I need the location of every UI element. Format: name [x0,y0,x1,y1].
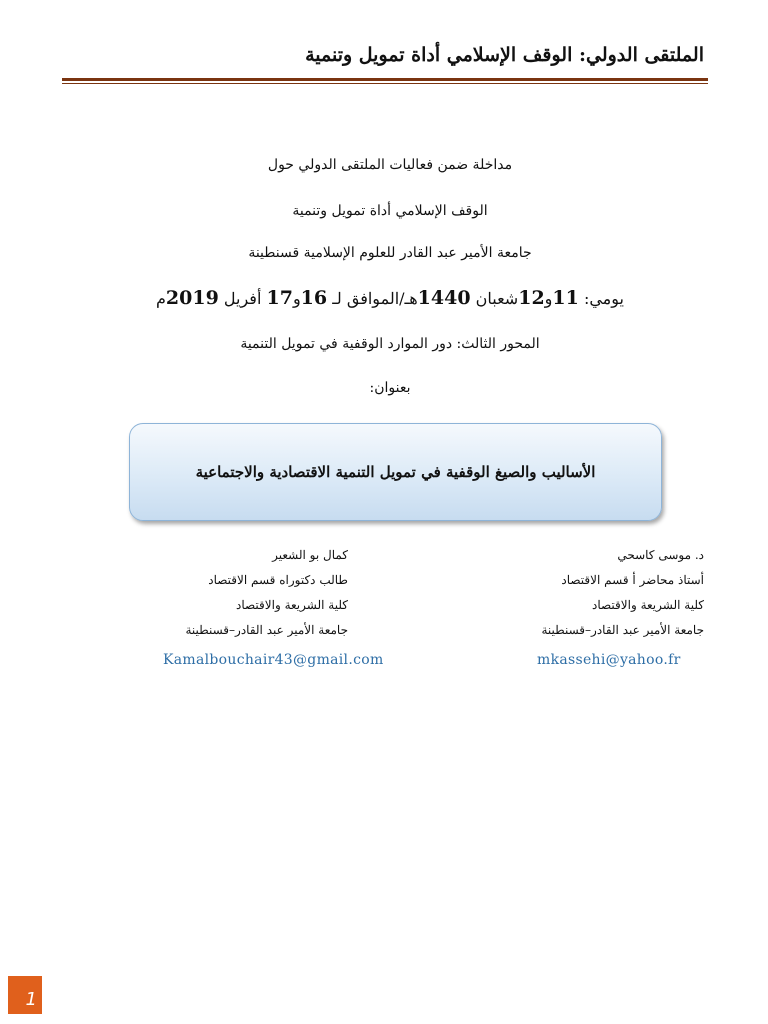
header-rule [62,78,708,81]
author-faculty: كلية الشريعة والاقتصاد [236,598,348,612]
author-name: كمال بو الشعير [272,548,348,562]
author-position: أستاذ محاضر أ قسم الاقتصاد [561,573,704,587]
author-university: جامعة الأمير عبد القادر–قسنطينة [541,623,704,637]
conference-axis: المحور الثالث: دور الموارد الوقفية في تمويل التنمية [240,336,540,352]
author-position: طالب دكتوراه قسم الاقتصاد [208,573,348,587]
header-title: الملتقى الدولي: الوقف الإسلامي أداة تمويل وتنمية [305,44,704,66]
author-name: د. موسى كاسحي [617,548,704,562]
university-name: جامعة الأمير عبد القادر للعلوم الإسلامية قسنطينة [248,245,532,261]
date-and-2: و [292,289,301,308]
author-block-2 [108,546,348,646]
page-number: 1 [25,989,37,1010]
date-mid: هـ/الموافق لـ [327,289,418,308]
date-and-1: و [544,289,553,308]
paper-title-box [129,423,662,521]
author-faculty: كلية الشريعة والاقتصاد [592,598,704,612]
date-prefix: يومي: [578,289,624,308]
conference-date [140,287,640,309]
paper-title: الأساليب والصيغ الوقفية في تمويل التنمية الاقتصادية والاجتماعية [195,463,596,481]
author-university: جامعة الأمير عبد القادر–قسنطينة [185,623,348,637]
date-day-2: 12 [518,287,545,309]
intro-line: مداخلة ضمن فعاليات الملتقى الدولي حول [267,157,513,173]
date-day-1: 11 [552,287,579,309]
header-rule-thin [62,83,708,84]
date-month-hijri: شعبان [470,289,519,308]
date-day-3: 16 [300,287,328,309]
conference-name: الوقف الإسلامي أداة تمويل وتنمية [292,203,488,219]
date-day-4: 17 [266,287,293,309]
page-number-badge [8,976,42,1014]
author-block-1 [464,546,704,646]
date-year-greg: 2019 [165,287,219,309]
author-email-link-1[interactable]: mkassehi@yahoo.fr [537,652,681,668]
date-year-hijri: 1440 [417,287,471,309]
author-email-link-2[interactable]: Kamalbouchair43@gmail.com [163,652,384,668]
titled-label: بعنوان: [369,380,411,396]
date-suffix: م [156,289,166,308]
date-month-greg: أفريل [218,289,267,308]
